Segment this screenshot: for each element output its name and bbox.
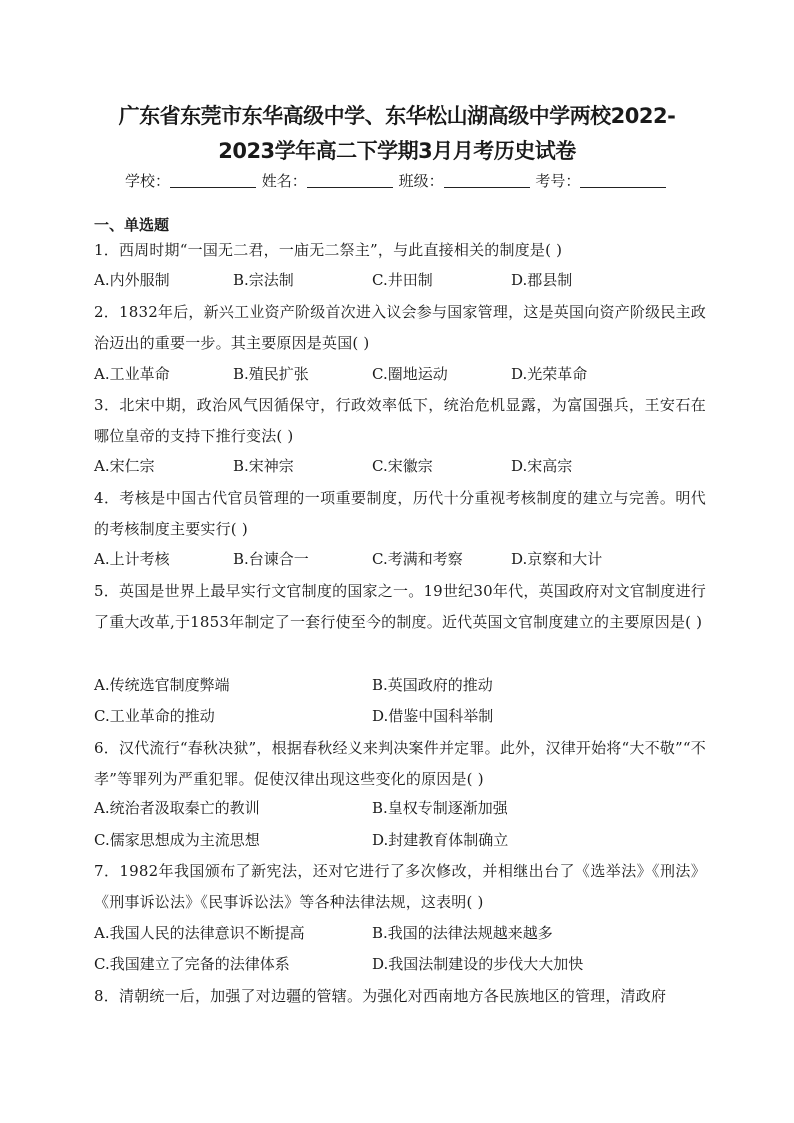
option-a[interactable]: A.工业革命 <box>94 365 170 383</box>
option-b[interactable]: B.我国的法律法规越来越多 <box>372 924 553 942</box>
option-a[interactable]: A.内外服制 <box>94 271 170 289</box>
option-c[interactable]: C.儒家思想成为主流思想 <box>94 831 260 849</box>
class-label: 班级： <box>398 172 444 190</box>
question-stem: 4．考核是中国古代官员管理的一项重要制度，历代十分重视考核制度的建立与完善。明代的考核制度主要实行( ) <box>94 489 706 538</box>
option-d[interactable]: D.京察和大计 <box>511 550 603 568</box>
name-blank <box>307 172 393 188</box>
question-stem: 2．1832年后，新兴工业资产阶级首次进入议会参与国家管理，这是英国向资产阶级民主政治迈出的重要一步。其主要原因是英国( ) <box>94 303 706 352</box>
question-options <box>94 548 706 570</box>
exam-number-blank <box>580 172 666 188</box>
question-options <box>94 829 706 851</box>
option-d[interactable]: D.光荣革命 <box>511 365 588 383</box>
exam-number-label: 考号： <box>535 172 581 190</box>
question-stem: 8．清朝统一后，加强了对边疆的管辖。为强化对西南地方各民族地区的管理，清政府 <box>94 987 667 1005</box>
exam-title-line1: 广东省东莞市东华高级中学、东华松山湖高级中学两校2022- <box>118 104 676 128</box>
option-d[interactable]: D.封建教育体制确立 <box>372 831 509 849</box>
question-options <box>94 705 706 727</box>
option-d[interactable]: D.郡县制 <box>511 271 573 289</box>
option-c[interactable]: C.工业革命的推动 <box>94 707 215 725</box>
option-a[interactable]: A.传统选官制度弊端 <box>94 676 230 694</box>
question-options <box>94 797 706 819</box>
name-label: 姓名： <box>261 172 307 190</box>
option-a[interactable]: A.上计考核 <box>94 550 170 568</box>
question-stem: 7．1982年我国颁布了新宪法，还对它进行了多次修改，并相继出台了《选举法》《刑法》《刑事诉讼法》《民事诉讼法》等各种法律法规，这表明( ) <box>94 862 706 911</box>
option-a[interactable]: A.宋仁宗 <box>94 457 155 475</box>
option-c[interactable]: C.我国建立了完备的法律体系 <box>94 955 290 973</box>
question-stem: 5．英国是世界上最早实行文官制度的国家之一。19世纪30年代，英国政府对文官制度进行了重大改革,于1853年制定了一套行使至今的制度。近代英国文官制度建立的主要原因是( ) <box>94 582 706 631</box>
question-stem: 6．汉代流行“春秋决狱”，根据春秋经义来判决案件并定罪。此外，汉律开始将“大不敬”“不孝”等罪列为严重犯罪。促使汉律出现这些变化的原因是( ) <box>94 739 706 788</box>
option-d[interactable]: D.宋高宗 <box>511 457 573 475</box>
question-options <box>94 363 706 385</box>
question-options <box>94 674 706 696</box>
question-options <box>94 922 706 944</box>
option-b[interactable]: B.宗法制 <box>233 271 294 289</box>
option-b[interactable]: B.台谏合一 <box>233 550 309 568</box>
option-a[interactable]: A.统治者汲取秦亡的教训 <box>94 799 260 817</box>
question-options <box>94 455 706 477</box>
student-info-row <box>125 170 685 192</box>
school-label: 学校： <box>125 172 171 190</box>
option-c[interactable]: C.井田制 <box>372 271 433 289</box>
school-blank <box>170 172 256 188</box>
class-blank <box>444 172 530 188</box>
option-b[interactable]: B.英国政府的推动 <box>372 676 493 694</box>
option-c[interactable]: C.考满和考察 <box>372 550 463 568</box>
exam-title-line2: 2023学年高二下学期3月月考历史试卷 <box>218 139 576 163</box>
option-c[interactable]: C.宋徽宗 <box>372 457 433 475</box>
option-d[interactable]: D.我国法制建设的步伐大大加快 <box>372 955 584 973</box>
option-b[interactable]: B.殖民扩张 <box>233 365 309 383</box>
option-b[interactable]: B.皇权专制逐渐加强 <box>372 799 508 817</box>
question-options <box>94 269 706 291</box>
section-title: 一、单选题 <box>94 216 170 234</box>
question-stem: 1．西周时期“一国无二君，一庙无二祭主”，与此直接相关的制度是( ) <box>94 241 563 259</box>
option-b[interactable]: B.宋神宗 <box>233 457 294 475</box>
question-options <box>94 953 706 975</box>
option-a[interactable]: A.我国人民的法律意识不断提高 <box>94 924 305 942</box>
question-stem: 3．北宋中期，政治风气因循保守，行政效率低下，统治危机显露，为富国强兵，王安石在哪位皇帝的支持下推行变法( ) <box>94 396 706 445</box>
option-d[interactable]: D.借鉴中国科举制 <box>372 707 494 725</box>
option-c[interactable]: C.圈地运动 <box>372 365 448 383</box>
